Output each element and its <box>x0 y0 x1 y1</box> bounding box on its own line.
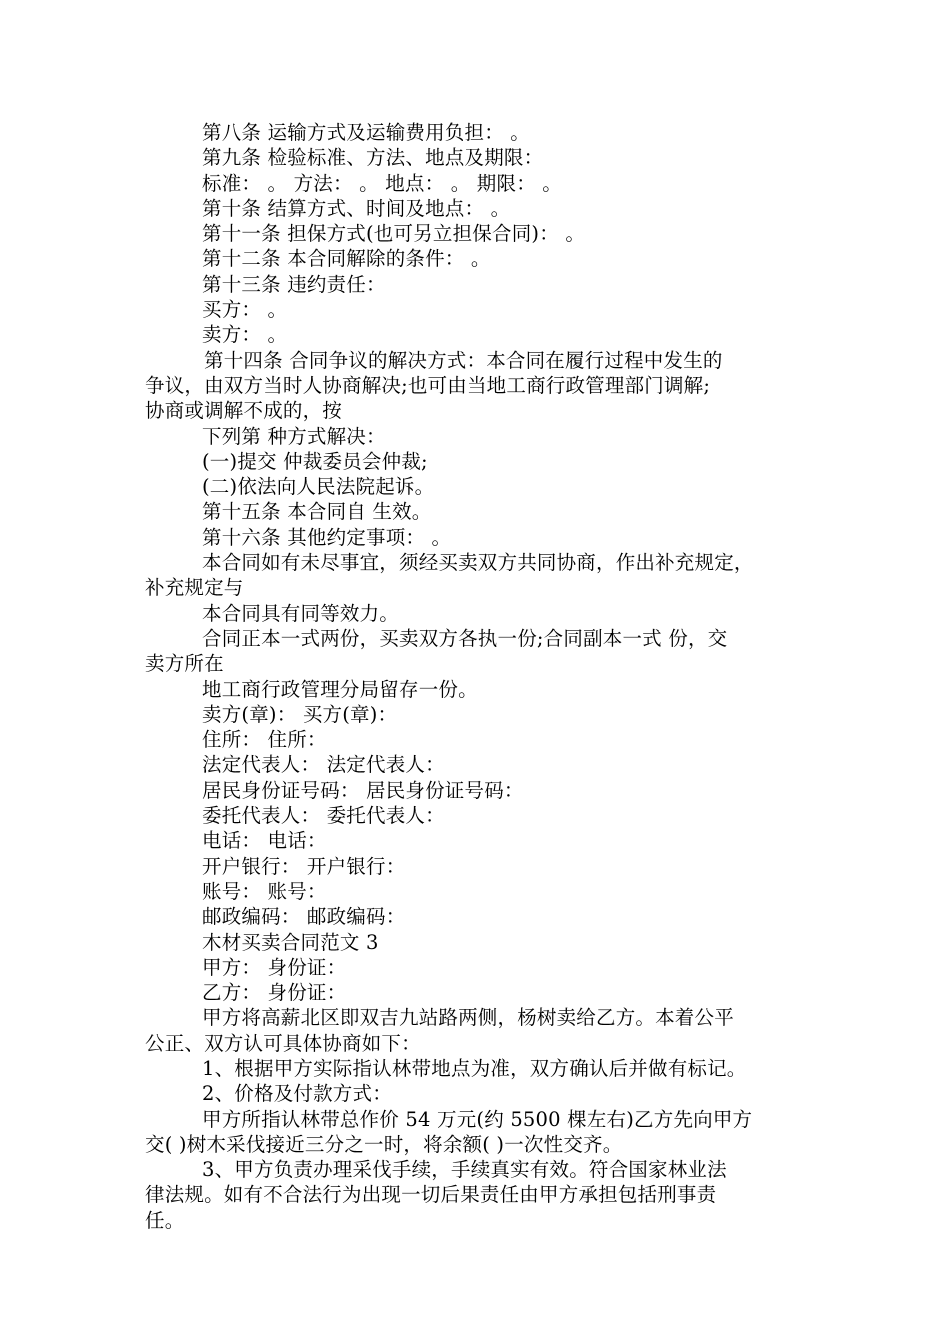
text-line: 甲方： 身份证： <box>202 955 347 979</box>
text-line: 本合同具有同等效力。 <box>202 601 400 625</box>
text-line: 本合同如有未尽事宜，须经买卖双方共同协商，作出补充规定， <box>202 551 754 575</box>
text-line: 协商或调解不成的，按 <box>145 399 343 423</box>
text-line: 卖方(章)： 买方(章)： <box>202 702 398 726</box>
text-line: 下列第 种方式解决： <box>202 424 386 448</box>
text-line: 第十五条 本合同自 生效。 <box>202 500 432 524</box>
text-line: 第八条 运输方式及运输费用负担： 。 <box>202 121 530 144</box>
text-line: 第十二条 本合同解除的条件： 。 <box>202 247 491 271</box>
text-line: 任。 <box>145 1208 185 1232</box>
text-line: 第十条 结算方式、时间及地点： 。 <box>202 196 511 220</box>
text-line: 第十三条 违约责任： <box>202 272 386 296</box>
text-line: 3、甲方负责办理采伐手续，手续真实有效。符合国家林业法 <box>202 1158 727 1182</box>
text-line: 买方： 。 <box>202 298 288 322</box>
contract-text-body <box>145 120 815 1233</box>
text-line: 2、价格及付款方式： <box>202 1082 392 1106</box>
text-line: 争议，由双方当时人协商解决;也可由当地工商行政管理部门调解; <box>145 373 711 397</box>
text-line: (二)依法向人民法院起诉。 <box>202 475 435 499</box>
text-line: 卖方所在 <box>145 652 224 676</box>
text-line: 邮政编码： 邮政编码： <box>202 905 406 929</box>
text-line: 第十一条 担保方式(也可另立担保合同)： 。 <box>202 222 586 246</box>
text-line: 公正、双方认可具体协商如下： <box>145 1031 421 1055</box>
text-line: (一)提交 仲裁委员会仲裁; <box>202 449 428 473</box>
text-line: 甲方将高薪北区即双吉九站路两侧，杨树卖给乙方。本着公平 <box>202 1006 734 1030</box>
text-line: 住所： 住所： <box>202 728 327 752</box>
text-line: 地工商行政管理分局留存一份。 <box>202 677 478 701</box>
text-line: 乙方： 身份证： <box>202 981 347 1005</box>
text-line: 第九条 检验标准、方法、地点及期限： <box>202 146 544 170</box>
text-line: 甲方所指认林带总作价 54 万元(约 5500 棵左右)乙方先向甲方 <box>202 1107 753 1131</box>
text-line: 居民身份证号码： 居民身份证号码： <box>202 778 524 802</box>
text-line: 合同正本一式两份，买卖双方各执一份;合同副本一式 份，交 <box>202 626 728 650</box>
text-line: 标准： 。 方法： 。 地点： 。 期限： 。 <box>202 171 562 195</box>
text-line: 电话： 电话： <box>202 829 327 853</box>
text-line: 交( )树木采伐接近三分之一时，将余额( )一次性交齐。 <box>145 1132 623 1156</box>
text-line: 开户银行： 开户银行： <box>202 854 406 878</box>
text-line: 补充规定与 <box>145 576 244 600</box>
section-heading: 木材买卖合同范文 3 <box>202 930 379 954</box>
text-line: 账号： 账号： <box>202 879 327 903</box>
text-line: 第十四条 合同争议的解决方式：本合同在履行过程中发生的 <box>204 348 723 372</box>
text-line: 1、根据甲方实际指认林带地点为准，双方确认后并做有标记。 <box>202 1056 747 1080</box>
text-line: 委托代表人： 委托代表人： <box>202 804 445 828</box>
text-line: 卖方： 。 <box>202 323 288 347</box>
text-line: 法定代表人： 法定代表人： <box>202 753 445 777</box>
text-line: 第十六条 其他约定事项： 。 <box>202 525 452 549</box>
text-line: 律法规。如有不合法行为出现一切后果责任由甲方承担包括刑事责 <box>145 1183 717 1207</box>
